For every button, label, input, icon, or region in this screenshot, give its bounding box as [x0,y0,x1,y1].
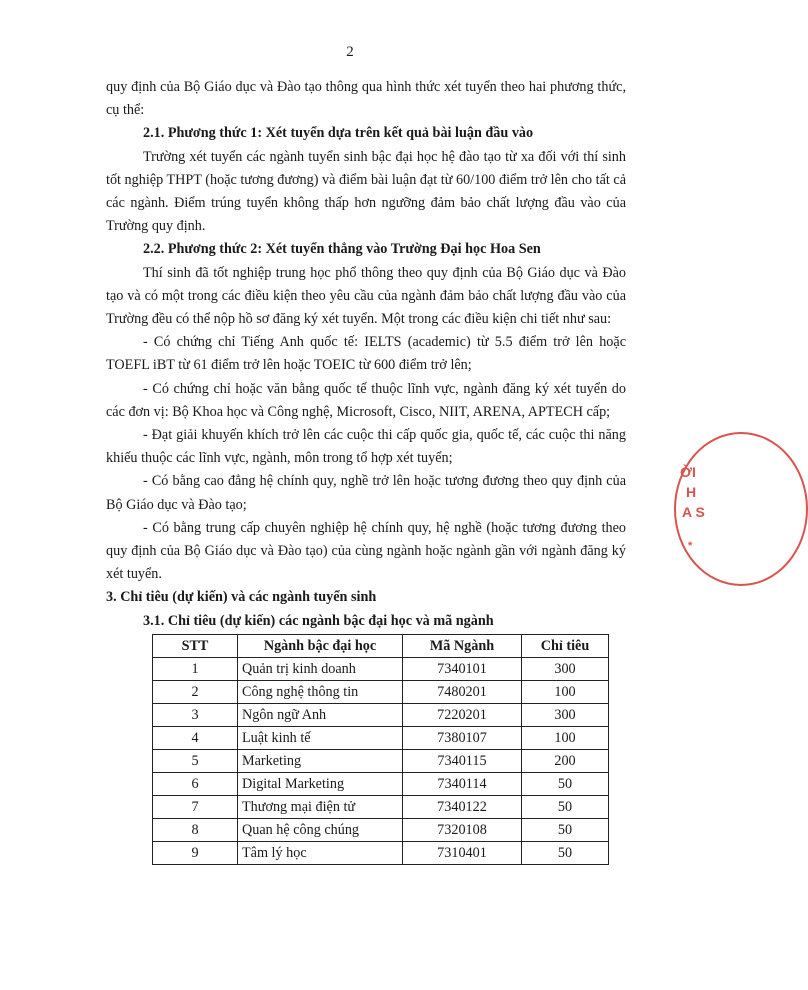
cell-quota: 300 [522,657,609,680]
cell-stt: 4 [153,726,238,749]
cell-code: 7220201 [403,703,522,726]
cell-stt: 6 [153,772,238,795]
cell-major: Thương mại điện tử [238,795,403,818]
section-2-2-paragraph: Thí sinh đã tốt nghiệp trung học phổ thông theo quy định của Bộ Giáo dục và Đào tạo và có một trong các điều kiện theo yêu cầu của ngành đảm bảo chất lượng đầu vào của Trường đều có thể nộp hồ sơ đăng ký xét tuyển. Một trong các điều kiện chi tiết như sau: [106,264,626,328]
section-2-1-heading: 2.1. Phương thức 1: Xét tuyển dựa trên kết quả bài luận đầu vào [143,125,534,142]
cell-stt: 9 [153,841,238,864]
official-seal-stamp [670,432,710,582]
cell-code: 7340114 [403,772,522,795]
cell-quota: 50 [522,772,609,795]
cell-code: 7480201 [403,680,522,703]
header-stt: STT [153,634,238,657]
cell-quota: 50 [522,818,609,841]
header-quota: Chỉ tiêu [522,634,609,657]
cell-major: Quan hệ công chúng [238,818,403,841]
cell-major: Ngôn ngữ Anh [238,703,403,726]
cell-code: 7380107 [403,726,522,749]
section-3-1-heading: 3.1. Chỉ tiêu (dự kiến) các ngành bậc đại học và mã ngành [143,612,494,629]
cell-quota: 100 [522,680,609,703]
cell-major: Digital Marketing [238,772,403,795]
quota-table [152,634,609,865]
cell-quota: 200 [522,749,609,772]
cell-major: Luật kinh tế [238,726,403,749]
cell-code: 7340115 [403,749,522,772]
cell-major: Tâm lý học [238,841,403,864]
cell-code: 7340101 [403,657,522,680]
cell-stt: 7 [153,795,238,818]
table-row [153,795,609,818]
cell-major: Quản trị kinh doanh [238,657,403,680]
condition-item: - Có bằng trung cấp chuyên nghiệp hệ chính quy, hệ nghề (hoặc tương đương theo quy định của Bộ Giáo dục và Đào tạo) của cùng ngành hoặc ngành gần với ngành đăng ký xét tuyển. [106,519,626,583]
condition-item: - Có chứng chỉ Tiếng Anh quốc tế: IELTS (academic) từ 5.5 điểm trở lên hoặc TOEFL iBT từ 61 điểm trở lên hoặc TOEIC từ 600 điểm trở lên; [106,334,626,374]
cell-code: 7340122 [403,795,522,818]
condition-item: - Có chứng chỉ hoặc văn bằng quốc tế thuộc lĩnh vực, ngành đăng ký xét tuyển do các đơn vị: Bộ Khoa học và Công nghệ, Microsoft, Cisco, NIIT, ARENA, APTECH cấp; [106,380,626,420]
table-row [153,726,609,749]
seal-text: ỜI [680,464,696,480]
cell-code: 7320108 [403,818,522,841]
cell-quota: 50 [522,841,609,864]
intro-paragraph: quy định của Bộ Giáo dục và Đào tạo thông qua hình thức xét tuyển theo hai phương thức, cụ thể: [106,79,626,119]
table-row [153,703,609,726]
condition-item: - Có bằng cao đẳng hệ chính quy, nghề trở lên hoặc tương đương theo quy định của Bộ Giáo dục và Đào tạo; [106,473,626,513]
table-row [153,772,609,795]
table-header-row [153,634,609,657]
cell-quota: 50 [522,795,609,818]
document-body [106,76,626,865]
cell-quota: 300 [522,703,609,726]
section-2-1-paragraph: Trường xét tuyển các ngành tuyển sinh bậc đại học hệ đào tạo từ xa đối với thí sinh tốt nghiệp THPT (hoặc tương đương) và điểm bài luận đạt từ 60/100 điểm trở lên cho tất cả các ngành. Điểm trúng tuyển không thấp hơn ngưỡng đảm bảo chất lượng đầu vào của Trường quy định. [106,148,626,235]
cell-stt: 3 [153,703,238,726]
seal-text: A S [682,504,705,520]
header-major: Ngành bậc đại học [238,634,403,657]
table-row [153,657,609,680]
cell-code: 7310401 [403,841,522,864]
cell-stt: 8 [153,818,238,841]
section-2-2-heading: 2.2. Phương thức 2: Xét tuyển thẳng vào Trường Đại học Hoa Sen [143,241,541,258]
table-row [153,841,609,864]
seal-text: H [686,484,697,500]
cell-quota: 100 [522,726,609,749]
cell-stt: 1 [153,657,238,680]
page-number: 2 [346,44,354,60]
cell-major: Công nghệ thông tin [238,680,403,703]
cell-stt: 2 [153,680,238,703]
table-row [153,749,609,772]
table-row [153,680,609,703]
seal-star: * [688,540,693,552]
cell-stt: 5 [153,749,238,772]
table-row [153,818,609,841]
section-3-heading: 3. Chỉ tiêu (dự kiến) và các ngành tuyển sinh [106,589,377,606]
cell-major: Marketing [238,749,403,772]
condition-item: - Đạt giải khuyến khích trở lên các cuộc thi cấp quốc gia, quốc tế, các cuộc thi năng khiếu thuộc các lĩnh vực, ngành, môn trong tổ hợp xét tuyển; [106,427,626,467]
header-code: Mã Ngành [403,634,522,657]
